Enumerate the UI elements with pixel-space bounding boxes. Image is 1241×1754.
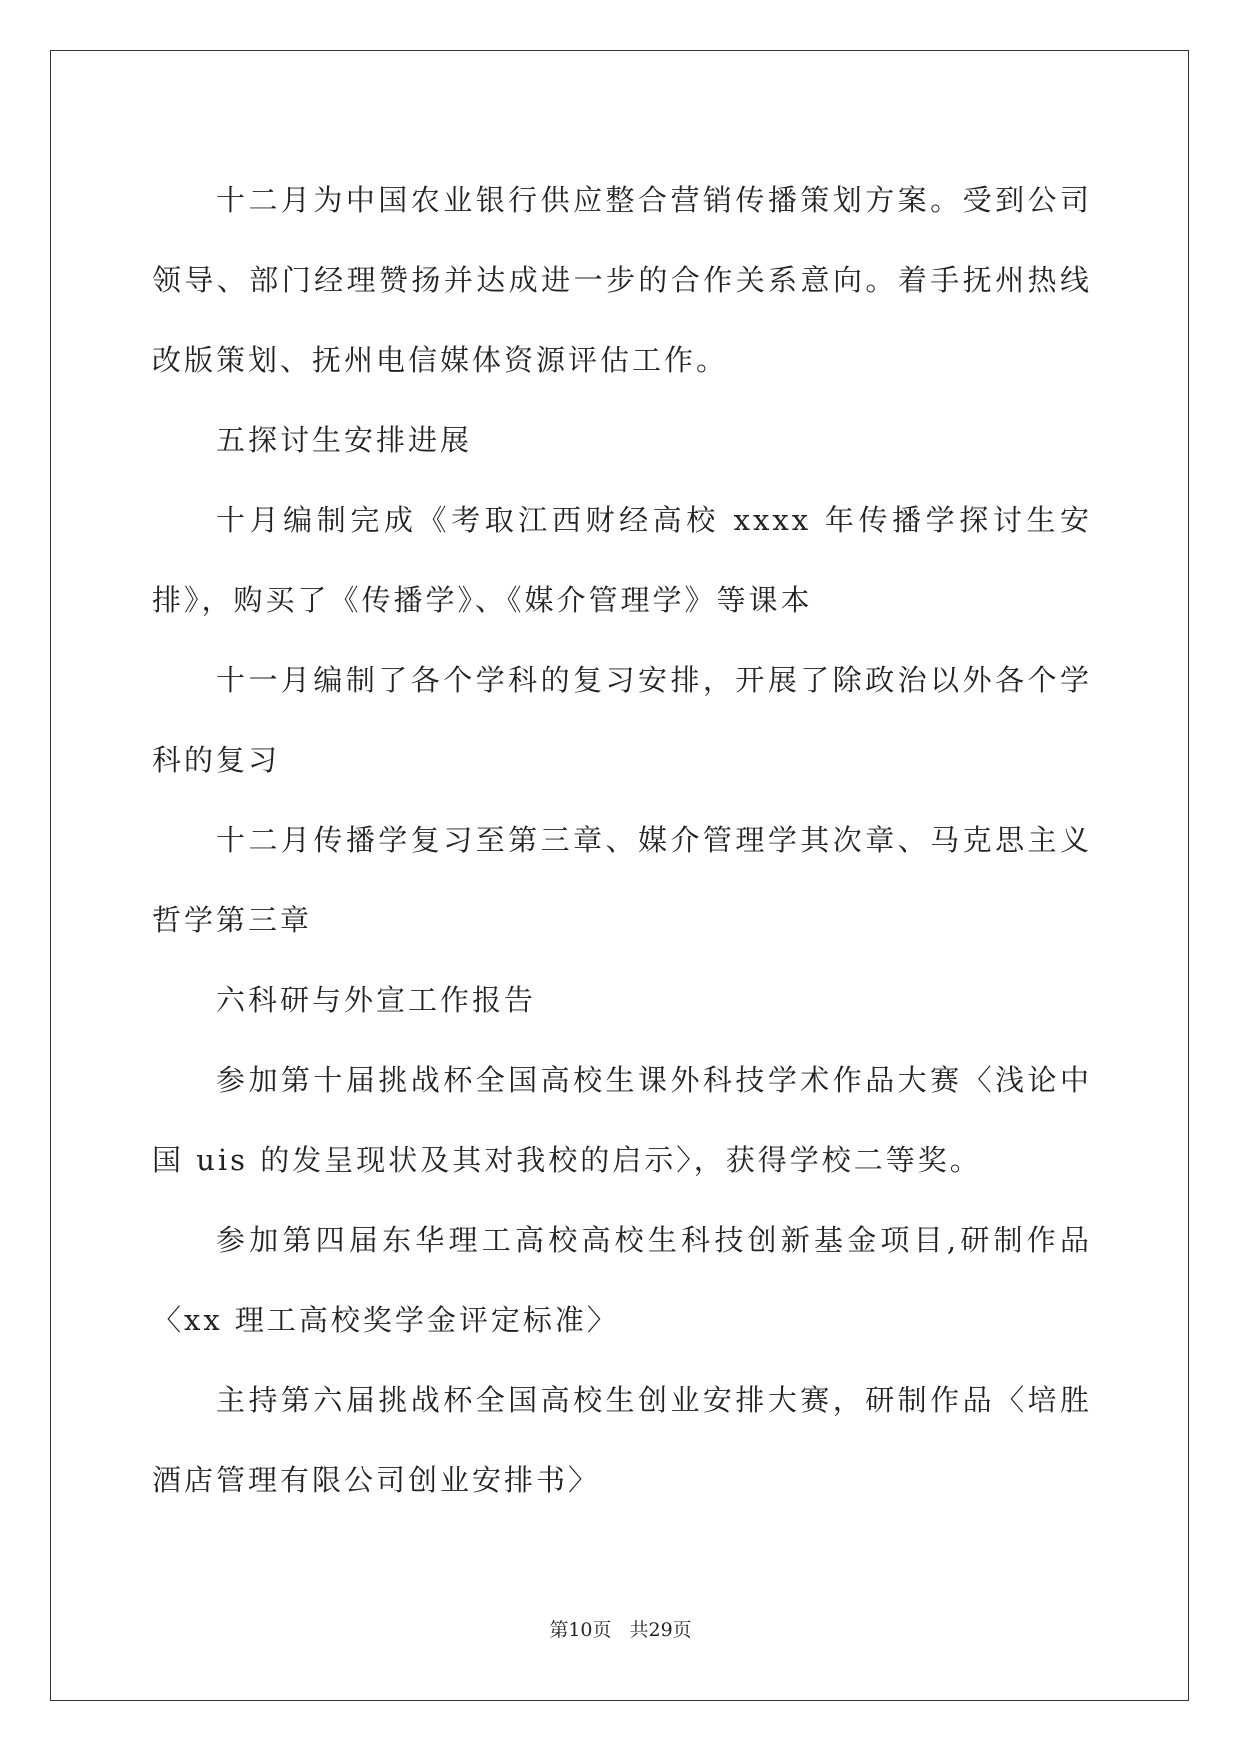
section-heading-5: 五探讨生安排进展 bbox=[216, 423, 473, 457]
page-number-current: 第10页 bbox=[549, 1619, 612, 1641]
paragraph-7: 主持第六届挑战杯全国高校生创业安排大赛，研制作品〈培胜酒店管理有限公司创业安排书〉 bbox=[152, 1383, 1092, 1497]
document-body bbox=[152, 160, 1092, 1520]
paragraph-2: 十月编制完成《考取江西财经高校 xxxx 年传播学探讨生安排》，购买了《传播学》、《媒介管理学》等课本 bbox=[152, 503, 1092, 617]
paragraph-5: 参加第十届挑战杯全国高校生课外科技学术作品大赛〈浅论中国 uis 的发呈现状及其对我校的启示〉，获得学校二等奖。 bbox=[152, 1063, 1092, 1177]
page-footer bbox=[0, 1618, 1241, 1642]
section-heading-6: 六科研与外宣工作报告 bbox=[216, 983, 537, 1017]
page-number-total: 共29页 bbox=[629, 1619, 692, 1641]
paragraph-1: 十二月为中国农业银行供应整合营销传播策划方案。受到公司领导、部门经理赞扬并达成进一步的合作关系意向。着手抚州热线改版策划、抚州电信媒体资源评估工作。 bbox=[152, 183, 1092, 377]
paragraph-3: 十一月编制了各个学科的复习安排，开展了除政治以外各个学科的复习 bbox=[152, 663, 1092, 777]
paragraph-4: 十二月传播学复习至第三章、媒介管理学其次章、马克思主义哲学第三章 bbox=[152, 823, 1092, 937]
paragraph-6: 参加第四届东华理工高校高校生科技创新基金项目,研制作品〈xx 理工高校奖学金评定标准〉 bbox=[152, 1223, 1092, 1337]
